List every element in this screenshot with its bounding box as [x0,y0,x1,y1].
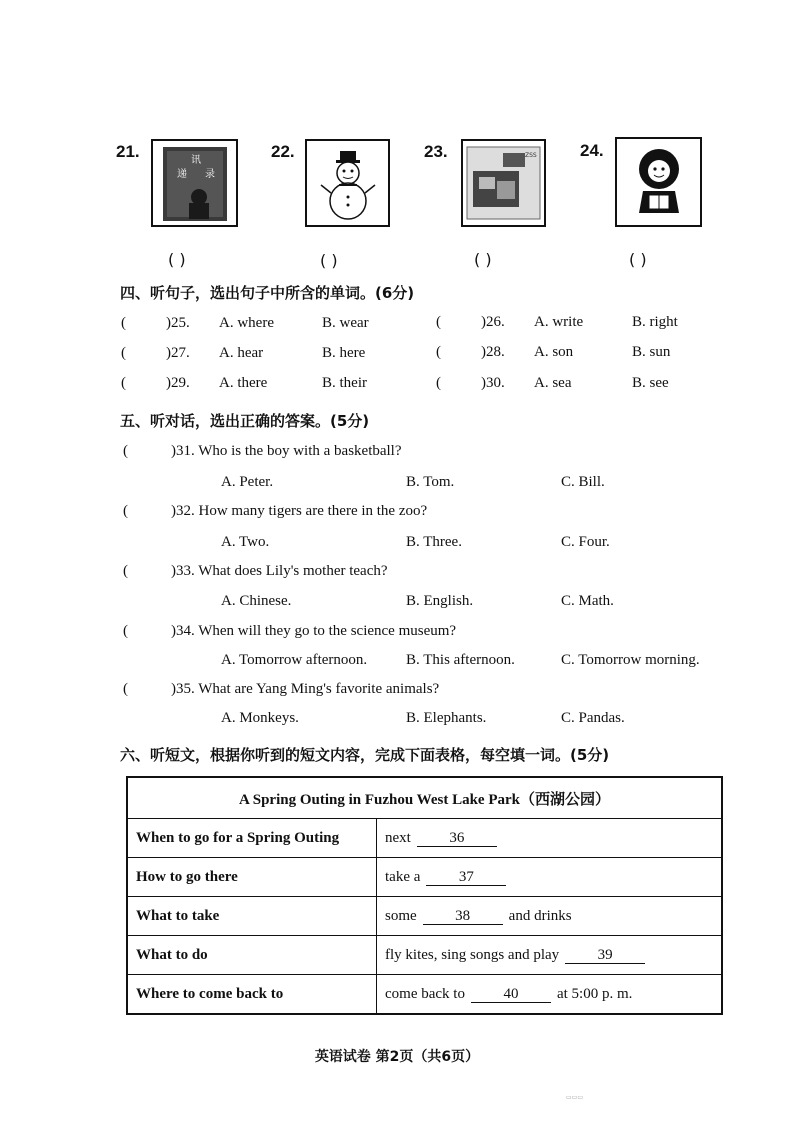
paren-30[interactable]: ( [436,375,441,391]
table-row [127,936,722,975]
blank-38[interactable]: 38 [423,908,503,925]
item-35-option-c: C. Pandas. [561,710,625,726]
item-32-option-a: A. Two. [221,534,270,550]
item-33-option-a: A. Chinese. [221,593,292,609]
answer-suffix: and drinks [508,907,572,924]
item-27-option-a: A. hear [219,345,264,361]
item-34-option-c: C. Tomorrow morning. [561,652,700,668]
blank-40[interactable]: 40 [471,986,551,1003]
section-5-heading: 五、听对话，选出正确的答案。(5分) [120,412,370,430]
girl-reading-icon [617,139,700,225]
row-question: What to take [127,897,377,936]
item-25-number: )25. [166,315,190,331]
row-question: When to go for a Spring Outing [127,819,377,858]
item-31-option-a: A. Peter. [221,474,274,490]
item-27-option-b: B. here [322,345,366,361]
answer-suffix: at 5:00 p. m. [556,985,633,1002]
question-number-24: 24. [580,141,604,160]
item-26-number: )26. [481,314,505,330]
picture-21 [151,139,238,227]
blank-37[interactable]: 37 [426,869,506,886]
answer-prefix: next [385,829,411,846]
snowman-icon [307,141,388,225]
answer-prefix: fly kites, sing songs and play [385,946,560,963]
paren-26[interactable]: ( [436,314,441,330]
item-32-question: )32. How many tigers are there in the zoo? [171,503,428,519]
row-answer [377,936,723,975]
item-31-question: )31. Who is the boy with a basketball? [171,443,402,459]
row-answer [377,897,723,936]
item-29-number: )29. [166,375,190,391]
picture-23 [461,139,546,227]
page-footer: 英语试卷 第2页（共6页） [314,1049,480,1065]
paren-27[interactable]: ( [121,345,126,361]
item-30-option-a: A. sea [534,375,572,391]
item-34-question: )34. When will they go to the science museum? [171,623,457,639]
table-row [127,858,722,897]
book-char-2: 递 [177,169,187,180]
item-35-question: )35. What are Yang Ming's favorite animals? [171,681,440,697]
answer-paren-22[interactable]: ( ) [320,251,338,270]
item-30-option-b: B. see [632,375,669,391]
item-28-option-a: A. son [534,344,574,360]
item-28-option-b: B. sun [632,344,671,360]
section-6-heading: 六、听短文，根据你听到的短文内容，完成下面表格，每空填一词。(5分) [120,746,610,764]
row-question: How to go there [127,858,377,897]
outing-table [126,776,723,1015]
blank-39[interactable]: 39 [565,947,645,964]
row-answer [377,858,723,897]
question-number-22: 22. [271,142,295,161]
item-29-option-a: A. there [219,375,268,391]
item-34-option-a: A. Tomorrow afternoon. [221,652,368,668]
item-33-option-c: C. Math. [561,593,614,609]
answer-paren-23[interactable]: ( ) [474,250,492,269]
row-question: Where to come back to [127,975,377,1015]
paren-33[interactable]: ( [123,563,128,579]
item-26-option-a: A. write [534,314,584,330]
paren-25[interactable]: ( [121,315,126,331]
paren-32[interactable]: ( [123,503,128,519]
item-31-option-b: B. Tom. [406,474,455,490]
item-26-option-b: B. right [632,314,678,330]
book-char-3: 录 [205,169,215,180]
answer-paren-21[interactable]: ( ) [168,250,186,269]
item-25-option-a: A. where [219,315,274,331]
item-32-option-b: B. Three. [406,534,462,550]
answer-prefix: come back to [385,985,465,1002]
watermark-icon: ▭▭▭ [566,1094,584,1101]
table-title: A Spring Outing in Fuzhou West Lake Park（西湖公园） [127,777,722,819]
question-number-21: 21. [116,142,140,161]
item-28-number: )28. [481,344,505,360]
item-30-number: )30. [481,375,505,391]
paren-29[interactable]: ( [121,375,126,391]
paren-34[interactable]: ( [123,623,128,639]
table-row [127,819,722,858]
picture-22 [305,139,390,227]
paren-35[interactable]: ( [123,681,128,697]
item-32-option-c: C. Four. [561,534,610,550]
table-row [127,975,722,1015]
answer-paren-24[interactable]: ( ) [629,250,647,269]
item-34-option-b: B. This afternoon. [406,652,515,668]
item-31-option-c: C. Bill. [561,474,605,490]
paren-28[interactable]: ( [436,344,441,360]
item-33-option-b: B. English. [406,593,474,609]
item-29-option-b: B. their [322,375,367,391]
picture-24 [615,137,702,227]
item-27-number: )27. [166,345,190,361]
answer-prefix: some [385,907,417,924]
blank-36[interactable]: 36 [417,830,497,847]
row-question: What to do [127,936,377,975]
table-title-row [127,777,722,819]
answer-prefix: take a [385,868,421,885]
item-25-option-b: B. wear [322,315,369,331]
row-answer [377,975,723,1015]
book-cover-icon [153,141,236,225]
row-answer [377,819,723,858]
section-4-heading: 四、听句子，选出句子中所含的单词。(6分) [120,284,415,302]
question-number-23: 23. [424,142,448,161]
living-room-tv-icon [463,141,544,225]
item-33-question: )33. What does Lily's mother teach? [171,563,388,579]
paren-31[interactable]: ( [123,443,128,459]
picture-23-tag: ZSS [525,152,537,159]
item-35-option-b: B. Elephants. [406,710,487,726]
table-row [127,897,722,936]
book-char-1: 讯 [191,155,201,166]
item-35-option-a: A. Monkeys. [221,710,299,726]
